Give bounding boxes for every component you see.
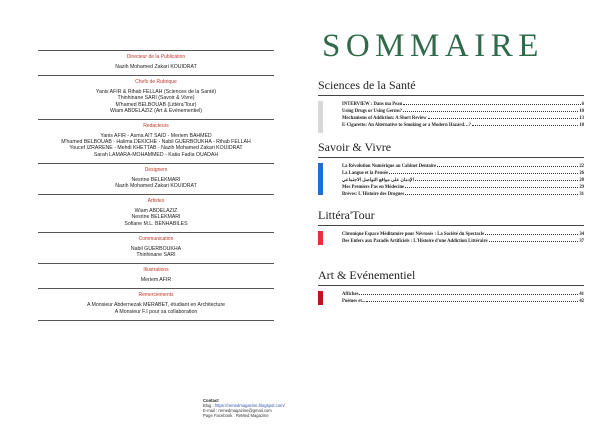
credit-block xyxy=(38,119,274,163)
credit-role: Communication xyxy=(138,235,174,242)
toc-entry-title: Brèves: L'Histoire des Drogues xyxy=(342,192,405,198)
credit-name: Yanis AFIR - Asma AIT SAID - Meriem BAHMED xyxy=(100,133,212,140)
credit-block xyxy=(38,232,274,263)
toc-page-number: 26 xyxy=(579,171,584,177)
credits-panel xyxy=(38,50,274,321)
toc-leader-dots xyxy=(428,115,579,119)
toc-leader-dots xyxy=(403,108,578,112)
credit-name: Wiam ABDELAZIZ xyxy=(134,208,178,215)
toc-entry-title: La Langue et la Pensée xyxy=(342,171,389,177)
credit-name: Thinhinane SARI xyxy=(136,252,176,259)
toc-leader-dots xyxy=(485,231,578,235)
toc-leader-dots xyxy=(389,170,578,174)
toc-entry-title: Mechanisms of Addiction: A Short Review xyxy=(342,116,427,122)
credit-name: Nesrine BELEKMARI xyxy=(131,214,181,221)
toc-entry[interactable] xyxy=(342,231,584,238)
section-color-bar xyxy=(318,291,323,305)
credit-name: M'hamed BELBOUAB (Littéra'Tour) xyxy=(115,101,197,108)
toc-leader-dots xyxy=(489,238,579,242)
credit-name: Youcef IZRARENE - Mehdi KHETTAB - Nazih Mohamed Zakari KOUIDRAT xyxy=(69,145,243,152)
toc-page-number: 6 xyxy=(581,102,584,107)
credit-role: Designers xyxy=(144,166,168,173)
toc-entry-title: الإدمان على مواقع التواصل الاجتماعي xyxy=(342,178,414,184)
section-body xyxy=(318,101,584,129)
toc-entry[interactable] xyxy=(342,101,584,108)
credit-name: Thinhinane SARI (Savoir & Vivre) xyxy=(117,95,195,102)
credit-block xyxy=(38,194,274,232)
credit-block xyxy=(38,263,274,288)
toc-leader-dots xyxy=(405,191,578,195)
toc-entry-title: La Révolution Numérique au Cabinet Dentaire xyxy=(342,164,437,169)
toc-entry[interactable] xyxy=(342,163,584,170)
credit-name: Meriem AFIR xyxy=(140,277,172,284)
toc-entry[interactable] xyxy=(342,238,584,245)
credit-name: Nabil GUERBOUKHA xyxy=(130,245,182,252)
section xyxy=(318,208,584,245)
credit-block xyxy=(38,163,274,194)
section-divider xyxy=(318,285,584,286)
toc-page-number: 29 xyxy=(579,185,584,191)
toc-page-number: 41 xyxy=(579,292,584,297)
section-divider xyxy=(318,225,584,226)
credit-block xyxy=(38,75,274,119)
toc-entry[interactable] xyxy=(342,291,584,298)
credit-role: Remerciements xyxy=(138,292,174,299)
toc-leader-dots xyxy=(403,101,580,105)
credit-role: Illustrations xyxy=(143,267,169,274)
credit-name: Sofiane M.L. BENHABILES xyxy=(124,220,188,227)
toc-page-number: 22 xyxy=(579,164,584,169)
entry-list xyxy=(342,231,584,245)
toc-page-number: 42 xyxy=(579,299,584,305)
section-color-bar xyxy=(318,101,323,133)
toc-entry-title: Des Enfers aux Paradis Artificiels : L'Histoire d'une Addiction Littéraire xyxy=(342,239,488,245)
credit-name: Nesrine BELEKMARI xyxy=(131,176,181,183)
credit-name: A Monsieur Abdernezak MERABET, étudiant en Architecture xyxy=(86,302,226,309)
credit-role: Chefs de Rubrique xyxy=(135,79,177,86)
blog-label: Blog : xyxy=(203,402,214,408)
toc-page-number: 31 xyxy=(579,192,584,198)
contact-info xyxy=(203,399,333,419)
toc-entry[interactable] xyxy=(342,115,584,122)
toc-entry[interactable] xyxy=(342,191,584,198)
credit-name: M'hamed BELBOUAB - Halima DEKICHE - Nabil GUERBOUKHA - Rihab FELLAH xyxy=(61,139,251,146)
toc-entry-title: Affiches xyxy=(342,292,359,297)
entry-list xyxy=(342,101,584,129)
toc-entry-title: E-Cigarette: An Alternative to Smoking or a Modern Hazard…? xyxy=(342,123,471,129)
toc-entry[interactable] xyxy=(342,108,584,115)
section xyxy=(318,268,584,305)
credit-role: Artistes xyxy=(147,198,165,205)
toc-leader-dots xyxy=(359,291,578,295)
credit-name: A Monsieur F.I pour sa collaboration xyxy=(114,308,198,315)
toc-entry[interactable] xyxy=(342,122,584,129)
credit-role: Directeur de la Publication xyxy=(126,54,186,60)
credit-role: Redacteurs xyxy=(143,123,169,130)
credit-name: Nazih Mohamed Zakari KOUIDRAT xyxy=(115,183,197,190)
toc-leader-dots xyxy=(415,177,578,181)
section-divider xyxy=(318,157,584,158)
section xyxy=(318,78,584,129)
section-divider xyxy=(318,95,584,96)
section-title: Littéra'Tour xyxy=(318,208,375,222)
toc-entry-title: Poèmes et... xyxy=(342,299,366,305)
toc-entry-title: Using Drugs or Using Germs? xyxy=(342,109,403,115)
entry-list xyxy=(342,291,584,305)
toc-page-number: 28 xyxy=(579,178,584,184)
toc-entry[interactable] xyxy=(342,170,584,177)
credit-block xyxy=(38,50,274,75)
section-body xyxy=(318,231,584,245)
toc-entry-title: Chronique Espace Méditatoire pour Névrosés : La Société du Spectacle xyxy=(342,232,485,237)
email-label: E-mail : xyxy=(203,407,218,413)
contact-title: Contact xyxy=(203,398,219,403)
section xyxy=(318,140,584,198)
credit-name: Sarah LAMARA-MOHAMMED - Katia Fadia OUADAH xyxy=(93,151,219,158)
toc-leader-dots xyxy=(437,163,578,167)
email-address[interactable]: remedmagazine@gmail.com xyxy=(218,407,272,413)
toc-entry-title: INTERVIEW : Dans ma Peau xyxy=(342,102,403,107)
section-body xyxy=(318,291,584,305)
toc-leader-dots xyxy=(366,298,578,302)
toc-leader-dots xyxy=(405,184,578,188)
section-body xyxy=(318,163,584,198)
toc-entry[interactable] xyxy=(342,184,584,191)
toc-page-number: 13 xyxy=(579,116,584,122)
toc-leader-dots xyxy=(472,122,578,126)
section-title: Art & Evénementiel xyxy=(318,268,416,282)
credit-name: Nazih Mohamed Zakari KOUIDRAT xyxy=(115,64,197,70)
toc-page-number: 18 xyxy=(579,123,584,129)
toc-entry-title: Mes Premiers Pas en Médecine xyxy=(342,185,405,191)
toc-entry[interactable] xyxy=(342,177,584,184)
toc-page-number: 37 xyxy=(579,239,584,245)
toc-page-number: 34 xyxy=(579,232,584,237)
credit-name: Wiam ABDELAZIZ (Art & Evénementiel) xyxy=(110,107,202,114)
credit-block xyxy=(38,288,274,320)
toc-entry[interactable] xyxy=(342,298,584,305)
contact-facebook: Page Facebook : ReMed Magazine xyxy=(203,412,269,418)
credit-name: Yanis AFIR & Rihab FELLAH (Sciences de la Santé) xyxy=(95,89,217,96)
section-title: Savoir & Vivre xyxy=(318,140,392,154)
blog-link[interactable]: https://remedmagazine.blogspot.com/ xyxy=(214,402,285,408)
sommaire-title: SOMMAIRE xyxy=(322,28,544,64)
section-color-bar xyxy=(318,163,323,195)
toc-page-number: 10 xyxy=(579,109,584,115)
entry-list xyxy=(342,163,584,198)
section-color-bar xyxy=(318,231,323,245)
section-title: Sciences de la Santé xyxy=(318,78,416,92)
